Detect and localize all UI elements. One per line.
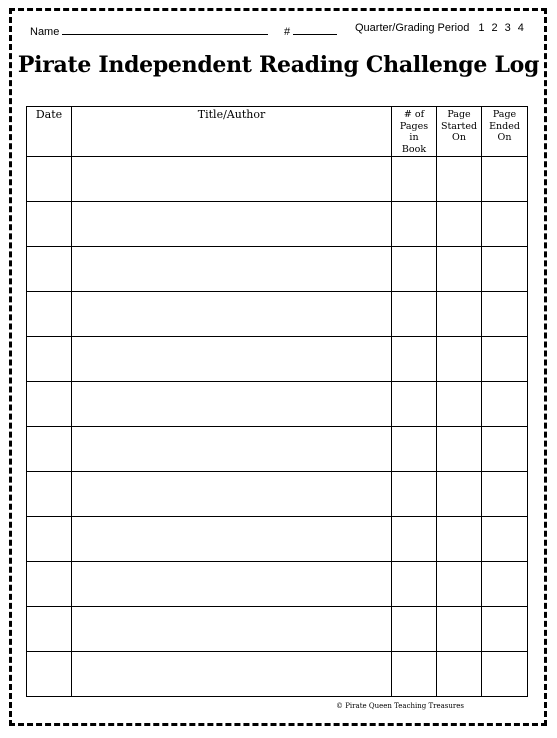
cell-page-ended-on[interactable] — [482, 652, 528, 697]
cell-page-ended-on[interactable] — [482, 517, 528, 562]
column-header-page-started-on — [437, 107, 482, 157]
period-options — [478, 22, 524, 34]
cell-page-started-on[interactable] — [437, 472, 482, 517]
cell-page-ended-on[interactable] — [482, 382, 528, 427]
number-field — [284, 22, 337, 38]
name-field — [30, 22, 268, 38]
cell-pages-in-book[interactable] — [392, 157, 437, 202]
cell-page-started-on[interactable] — [437, 157, 482, 202]
cell-title-author[interactable] — [72, 427, 392, 472]
cell-page-ended-on[interactable] — [482, 337, 528, 382]
table-row — [27, 427, 528, 472]
quarter-label: Quarter/Grading Period — [355, 22, 470, 34]
cell-pages-in-book[interactable] — [392, 427, 437, 472]
table-row — [27, 652, 528, 697]
cell-page-started-on[interactable] — [437, 517, 482, 562]
cell-page-started-on[interactable] — [437, 382, 482, 427]
table-row — [27, 382, 528, 427]
table-header-row — [27, 107, 528, 157]
name-label: Name — [30, 26, 60, 38]
cell-title-author[interactable] — [72, 607, 392, 652]
cell-page-ended-on[interactable] — [482, 472, 528, 517]
table-row — [27, 202, 528, 247]
period-option[interactable]: 1 — [478, 22, 485, 34]
cell-page-ended-on[interactable] — [482, 247, 528, 292]
cell-title-author[interactable] — [72, 382, 392, 427]
cell-date[interactable] — [27, 382, 72, 427]
table-row — [27, 562, 528, 607]
name-blank[interactable] — [62, 22, 268, 35]
cell-date[interactable] — [27, 652, 72, 697]
cell-date[interactable] — [27, 427, 72, 472]
header-text: # of — [403, 109, 425, 120]
cell-page-started-on[interactable] — [437, 247, 482, 292]
period-option[interactable]: 3 — [504, 22, 511, 34]
cell-page-started-on[interactable] — [437, 607, 482, 652]
table-body — [27, 157, 528, 697]
table-row — [27, 517, 528, 562]
column-header-pages-in-book — [392, 107, 437, 157]
reading-log-table — [26, 106, 528, 697]
header-text: Title/Author — [197, 108, 266, 121]
cell-title-author[interactable] — [72, 472, 392, 517]
cell-page-started-on[interactable] — [437, 427, 482, 472]
cell-page-started-on[interactable] — [437, 652, 482, 697]
cell-pages-in-book[interactable] — [392, 472, 437, 517]
cell-date[interactable] — [27, 607, 72, 652]
cell-date[interactable] — [27, 517, 72, 562]
header-text: Book — [401, 143, 427, 155]
cell-date[interactable] — [27, 157, 72, 202]
cell-page-started-on[interactable] — [437, 337, 482, 382]
page-title: Pirate Independent Reading Challenge Log — [17, 52, 540, 78]
cell-pages-in-book[interactable] — [392, 337, 437, 382]
cell-page-ended-on[interactable] — [482, 202, 528, 247]
header-text: Started — [440, 120, 478, 132]
cell-pages-in-book[interactable] — [392, 292, 437, 337]
header-text: Pages — [399, 120, 429, 132]
cell-page-started-on[interactable] — [437, 292, 482, 337]
cell-page-ended-on[interactable] — [482, 562, 528, 607]
cell-page-ended-on[interactable] — [482, 427, 528, 472]
table-row — [27, 292, 528, 337]
column-header-date — [27, 107, 72, 157]
cell-date[interactable] — [27, 202, 72, 247]
cell-title-author[interactable] — [72, 247, 392, 292]
number-blank[interactable] — [293, 22, 337, 35]
cell-date[interactable] — [27, 472, 72, 517]
number-label: # — [284, 26, 291, 38]
header-text: On — [497, 132, 512, 143]
header-fields — [30, 22, 529, 40]
cell-title-author[interactable] — [72, 562, 392, 607]
cell-page-started-on[interactable] — [437, 202, 482, 247]
column-header-page-ended-on — [482, 107, 528, 157]
cell-page-ended-on[interactable] — [482, 157, 528, 202]
header-text: Date — [35, 108, 63, 121]
cell-pages-in-book[interactable] — [392, 517, 437, 562]
column-header-title-author — [72, 107, 392, 157]
cell-pages-in-book[interactable] — [392, 562, 437, 607]
cell-page-ended-on[interactable] — [482, 607, 528, 652]
cell-title-author[interactable] — [72, 157, 392, 202]
table-row — [27, 472, 528, 517]
period-option[interactable]: 2 — [491, 22, 498, 34]
table-row — [27, 607, 528, 652]
cell-page-ended-on[interactable] — [482, 292, 528, 337]
header-text: Page — [492, 109, 517, 120]
header-text: in — [409, 132, 419, 143]
cell-title-author[interactable] — [72, 652, 392, 697]
cell-page-started-on[interactable] — [437, 562, 482, 607]
header-text: On — [452, 132, 466, 143]
table-row — [27, 337, 528, 382]
period-option[interactable]: 4 — [517, 22, 524, 34]
cell-date[interactable] — [27, 562, 72, 607]
cell-pages-in-book[interactable] — [392, 247, 437, 292]
cell-date[interactable] — [27, 247, 72, 292]
table-row — [27, 247, 528, 292]
copyright-notice: © Pirate Queen Teaching Treasures — [336, 702, 464, 710]
cell-date[interactable] — [27, 337, 72, 382]
cell-pages-in-book[interactable] — [392, 202, 437, 247]
table-row — [27, 157, 528, 202]
cell-title-author[interactable] — [72, 337, 392, 382]
cell-date[interactable] — [27, 292, 72, 337]
cell-title-author[interactable] — [72, 202, 392, 247]
quarter-field — [355, 22, 524, 34]
cell-pages-in-book[interactable] — [392, 607, 437, 652]
cell-title-author[interactable] — [72, 292, 392, 337]
header-text: Page — [447, 109, 471, 120]
cell-title-author[interactable] — [72, 517, 392, 562]
header-text: Ended — [489, 120, 520, 132]
cell-pages-in-book[interactable] — [392, 382, 437, 427]
cell-pages-in-book[interactable] — [392, 652, 437, 697]
